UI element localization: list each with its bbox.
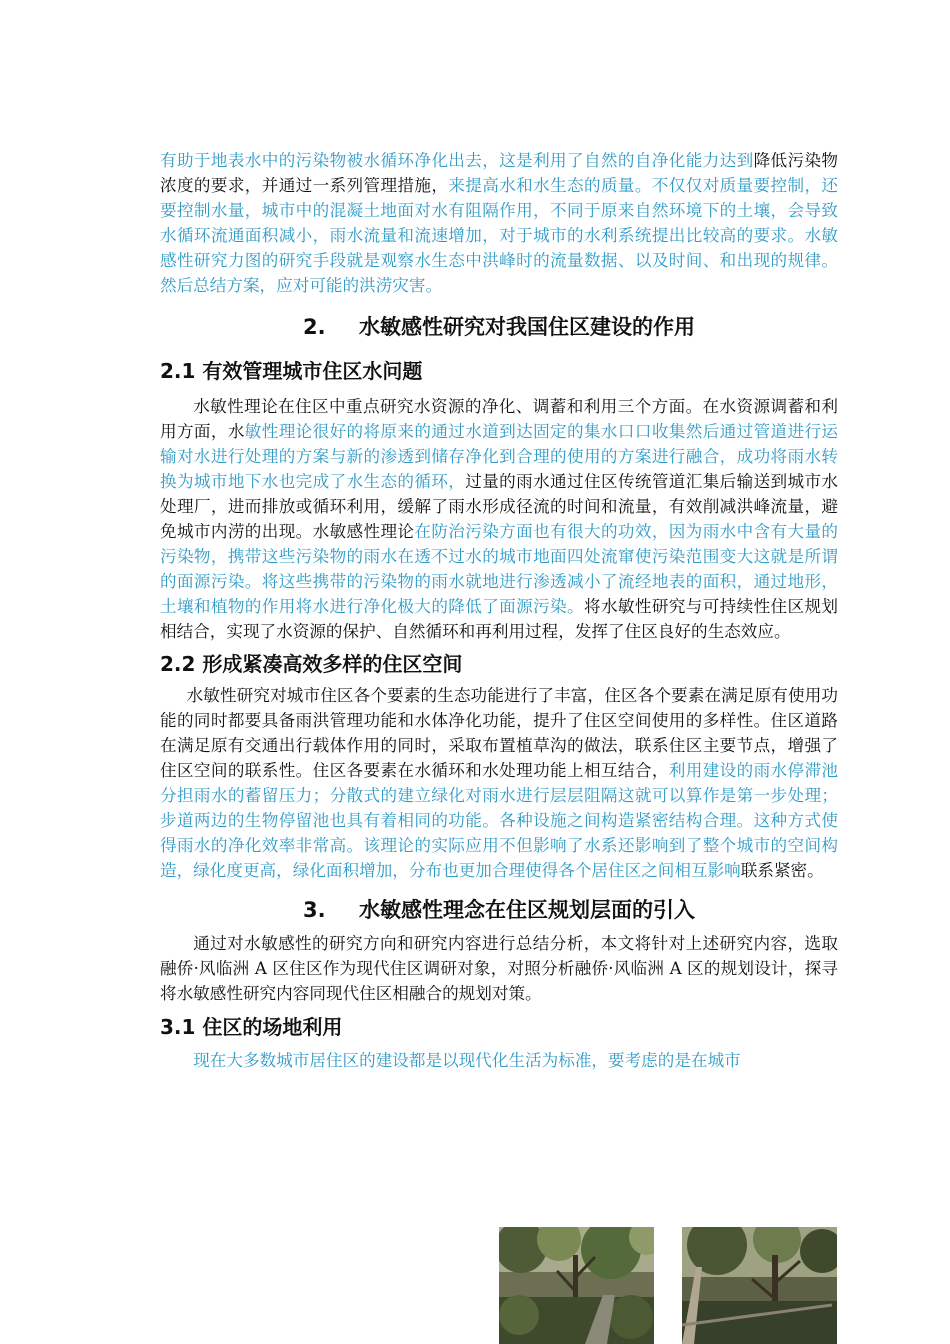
- section-3-paragraph: 通过对水敏感性的研究方向和研究内容进行总结分析，本文将针对上述研究内容，选取融侨·风临洲 A 区住区作为现代住区调研对象，对照分析融侨·风临洲 A 区的规划设计，探寻将水敏感性研究内容同现代住区相融合的规划对策。: [160, 934, 838, 1003]
- site-photos: [499, 1227, 839, 1344]
- section-2-2-sentence-2: 利用建设的雨水停滞池分担雨水的蓄留压力；分散式的建立绿化对雨水进行层层阻隔这就可以算作是第一步处理；步道两边的生物停留池也具有着相同的功能。各种设施之间构造紧密结构合理。这种方式使得雨水的净化效率非常高。该理论的实际应用不但影响了水系还影响到了整个城市的空间构造，绿化度更高，绿化面积增加，分布也更加合理使得各个居住区之间相互影响: [160, 761, 839, 880]
- section-2-2-heading: 2.2 形成紧凑高效多样的住区空间: [160, 652, 463, 676]
- section-2-1-sentence-1: 水敏性理论在住区中重点研究水资源的净化、调蓄和利用三个方面。在水资源调蓄和利用方面，水: [160, 397, 838, 441]
- intro-paragraph: [160, 148, 838, 298]
- section-3-1-paragraph: 现在大多数城市居住区的建设都是以现代化生活为标准，要考虑的是在城市: [193, 1051, 741, 1070]
- document-body: [160, 148, 838, 1073]
- section-3-1-heading: 3.1 住区的场地利用: [160, 1015, 343, 1039]
- intro-sentence-3: 来提高水和水生态的质量。不仅仅对质量要控制，还要控制水量，城市中的混凝土地面对水有阻隔作用，不同于原来自然环境下的土壤，会导致水循环流通面积减小，雨水流量和流速增加，对于城市的水利系统提出比较高的要求。水敏感性研究力图的研究手段就是观察水生态中洪峰时的流量数据、以及时间、和出现的规律。然后总结方案，应对可能的洪涝灾害。: [160, 176, 839, 295]
- site-photo-garden-path: [499, 1227, 654, 1344]
- section-2-1-sentence-5: 将水敏性研究与可持续性住区规划相结合，实现了水资源的保护、自然循环和再利用过程，发挥了住区良好的生态效应。: [160, 597, 839, 641]
- section-3-heading: [160, 893, 838, 927]
- section-2-1-sentence-3: 过量的雨水通过住区传统管道汇集后输送到城市水处理厂，进而排放或循环利用，缓解了雨水形成径流的时间和流量，有效削减洪峰流量，避免城市内涝的出现。水敏感性理论: [160, 472, 839, 541]
- site-photo-tree-railing: [682, 1227, 837, 1344]
- section-2-number: 2.: [303, 315, 326, 339]
- section-2-1-paragraph: [160, 394, 838, 644]
- section-2-2-sentence-1: 水敏性研究对城市住区各个要素的生态功能进行了丰富，住区各个要素在满足原有使用功能的同时都要具备雨洪管理功能和水体净化功能，提升了住区空间使用的多样性。住区道路在满足原有交通出行载体作用的同时，采取布置植草沟的做法，联系住区主要节点，增强了住区空间的联系性。住区各要素在水循环和水处理功能上相互结合，: [160, 686, 838, 780]
- section-3-title: 水敏感性理念在住区规划层面的引入: [359, 898, 695, 922]
- section-2-1-sentence-2: 敏性理论很好的将原来的通过水道到达固定的集水口口收集然后通过管道进行运输对水进行处理的方案与新的渗透到储存净化到合理的使用的方案进行融合，成功将雨水转换为城市地下水也完成了水生态的循环，: [160, 422, 838, 491]
- intro-sentence-2: 降低污染物浓度的要求，并通过一系列管理措施，: [160, 151, 839, 195]
- section-2-2-sentence-3: 联系紧密。: [740, 861, 824, 880]
- section-2-heading: [160, 310, 838, 344]
- section-2-1-heading: 2.1 有效管理城市住区水问题: [160, 359, 423, 383]
- section-2-2-paragraph: [160, 683, 838, 883]
- section-2-1-sentence-4: 在防治污染方面也有很大的功效，因为雨水中含有大量的污染物，携带这些污染物的雨水在透不过水的城市地面四处流窜使污染范围变大这就是所谓的面源污染。将这些携带的污染物的雨水就地进行渗透减小了流经地表的面积，通过地形，土壤和植物的作用将水进行净化极大的降低了面源污染。: [160, 522, 839, 616]
- section-3-number: 3.: [303, 898, 326, 922]
- intro-sentence-1: 有助于地表水中的污染物被水循环净化出去，这是利用了自然的自净化能力达到: [160, 151, 754, 170]
- section-2-title: 水敏感性研究对我国住区建设的作用: [359, 315, 695, 339]
